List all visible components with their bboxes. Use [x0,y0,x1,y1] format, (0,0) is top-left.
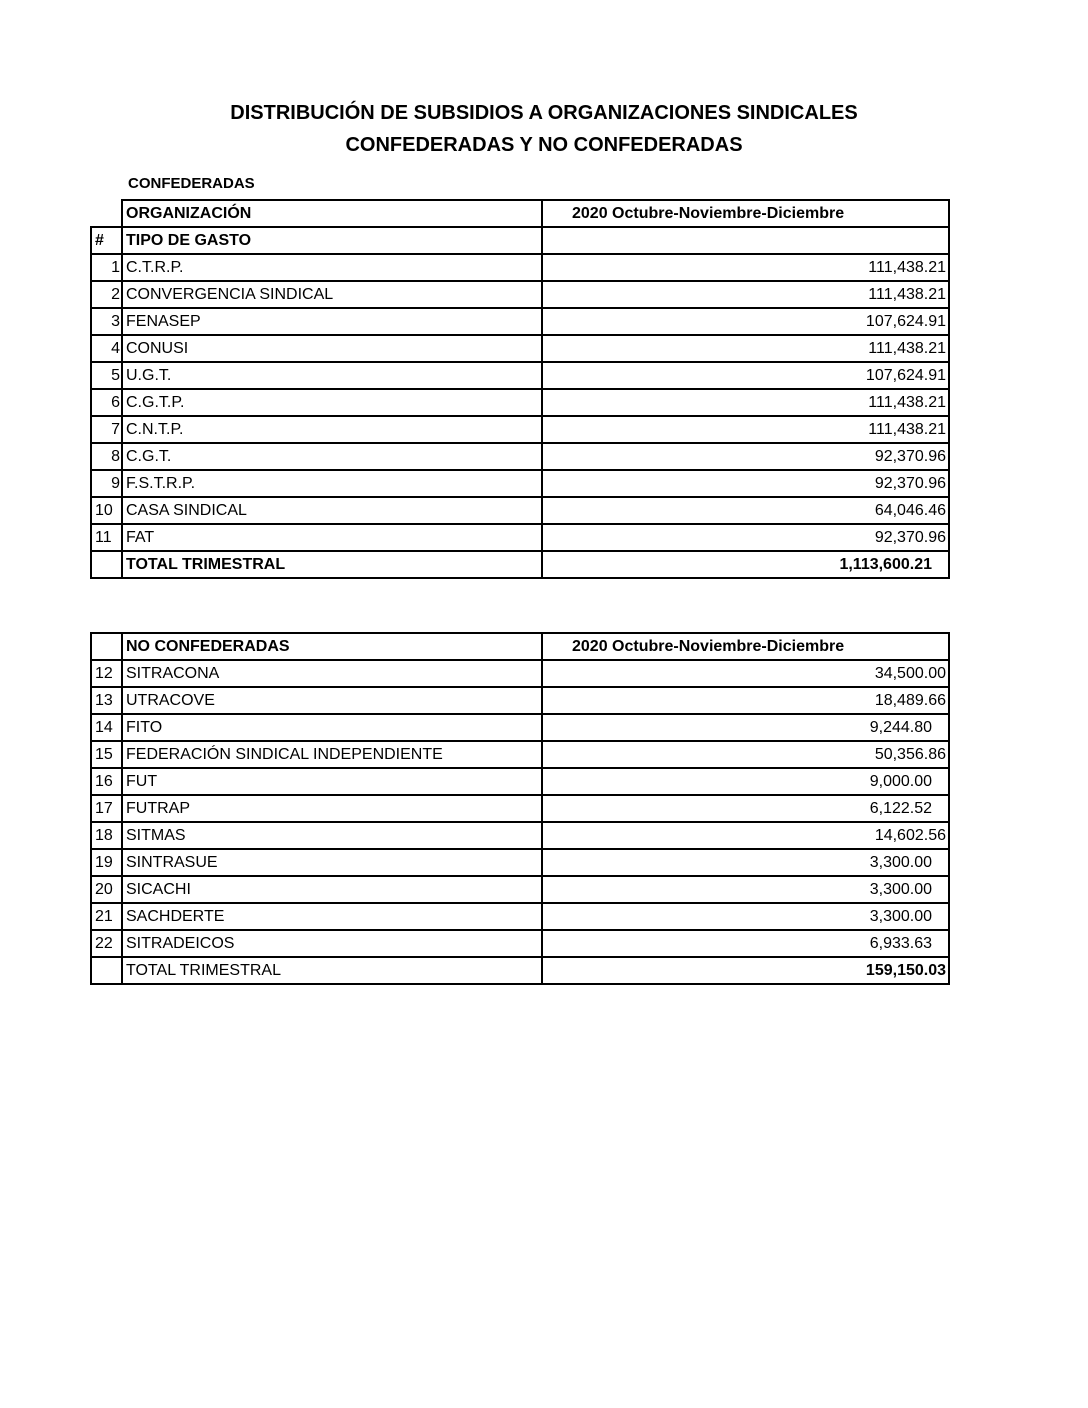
amount-value: 111,438.21 [542,254,949,281]
row-number: 14 [91,714,122,741]
row-number: 6 [91,389,122,416]
total-empty-cell [91,551,122,578]
organization-name: SINTRASUE [122,849,542,876]
amount-value: 18,489.66 [542,687,949,714]
row-number: 1 [91,254,122,281]
organization-name: CASA SINDICAL [122,497,542,524]
no-confederadas-table [90,632,950,985]
table-row [91,903,949,930]
organization-name: C.T.R.P. [122,254,542,281]
amount-value: 6,933.63 [542,930,949,957]
table-row [91,822,949,849]
row-number: 5 [91,362,122,389]
table-row [91,687,949,714]
row-number: 16 [91,768,122,795]
header-no-confederadas: NO CONFEDERADAS [122,633,542,660]
row-number: 12 [91,660,122,687]
organization-name: FITO [122,714,542,741]
document-title-line1: DISTRIBUCIÓN DE SUBSIDIOS A ORGANIZACIONES SINDICALES [230,102,858,124]
organization-name: SITRACONA [122,660,542,687]
document-title-line2: CONFEDERADAS Y NO CONFEDERADAS [345,134,743,156]
organization-name: C.G.T. [122,443,542,470]
organization-name: FUT [122,768,542,795]
table-row [91,281,949,308]
row-number: 7 [91,416,122,443]
amount-value: 9,244.80 [542,714,949,741]
row-number: 3 [91,308,122,335]
organization-name: SITMAS [122,822,542,849]
organization-name: F.S.T.R.P. [122,470,542,497]
amount-value: 14,602.56 [542,822,949,849]
row-number: 4 [91,335,122,362]
total-row [91,957,949,984]
amount-value: 50,356.86 [542,741,949,768]
amount-value: 64,046.46 [542,497,949,524]
row-number: 18 [91,822,122,849]
table-row [91,335,949,362]
section-label-confederadas: CONFEDERADAS [128,175,255,192]
table-row [91,416,949,443]
total-amount: 1,113,600.21 [542,551,949,578]
organization-name: FUTRAP [122,795,542,822]
row-number: 8 [91,443,122,470]
row-number: 15 [91,741,122,768]
table-row [91,362,949,389]
header-period: 2020 Octubre-Noviembre-Diciembre [542,633,949,660]
row-number: 19 [91,849,122,876]
header-blank-cell [542,227,949,254]
table-row [91,741,949,768]
header-empty-cell [91,200,122,227]
organization-name: SACHDERTE [122,903,542,930]
table-row [91,254,949,281]
table-subheader-row [91,227,949,254]
amount-value: 92,370.96 [542,524,949,551]
amount-value: 34,500.00 [542,660,949,687]
amount-value: 111,438.21 [542,389,949,416]
organization-name: U.G.T. [122,362,542,389]
amount-value: 6,122.52 [542,795,949,822]
row-number: 2 [91,281,122,308]
amount-value: 111,438.21 [542,335,949,362]
amount-value: 3,300.00 [542,849,949,876]
table-row [91,524,949,551]
row-number: 10 [91,497,122,524]
organization-name: FAT [122,524,542,551]
table-row [91,497,949,524]
total-amount: 159,150.03 [542,957,949,984]
table-row [91,470,949,497]
row-number: 9 [91,470,122,497]
total-label: TOTAL TRIMESTRAL [122,957,542,984]
total-empty-cell [91,957,122,984]
amount-value: 107,624.91 [542,308,949,335]
header-period: 2020 Octubre-Noviembre-Diciembre [542,200,949,227]
amount-value: 111,438.21 [542,281,949,308]
table-row [91,795,949,822]
table-row [91,849,949,876]
header-num: # [91,227,122,254]
row-number: 20 [91,876,122,903]
amount-value: 107,624.91 [542,362,949,389]
organization-name: FENASEP [122,308,542,335]
table-row [91,308,949,335]
table-header-row [91,633,949,660]
header-tipo-de-gasto: TIPO DE GASTO [122,227,542,254]
row-number: 11 [91,524,122,551]
organization-name: SITRADEICOS [122,930,542,957]
confederadas-table [90,199,950,579]
row-number: 13 [91,687,122,714]
organization-name: FEDERACIÓN SINDICAL INDEPENDIENTE [122,741,542,768]
header-organizacion: ORGANIZACIÓN [122,200,542,227]
organization-name: C.N.T.P. [122,416,542,443]
table-row [91,930,949,957]
row-number: 17 [91,795,122,822]
total-label: TOTAL TRIMESTRAL [122,551,542,578]
amount-value: 3,300.00 [542,876,949,903]
header-empty-cell [91,633,122,660]
table-row [91,443,949,470]
row-number: 22 [91,930,122,957]
organization-name: SICACHI [122,876,542,903]
table-row [91,714,949,741]
table-header-row [91,200,949,227]
organization-name: CONVERGENCIA SINDICAL [122,281,542,308]
row-number: 21 [91,903,122,930]
total-row [91,551,949,578]
table-row [91,660,949,687]
amount-value: 3,300.00 [542,903,949,930]
organization-name: UTRACOVE [122,687,542,714]
table-row [91,876,949,903]
amount-value: 9,000.00 [542,768,949,795]
amount-value: 92,370.96 [542,470,949,497]
organization-name: C.G.T.P. [122,389,542,416]
amount-value: 111,438.21 [542,416,949,443]
table-row [91,768,949,795]
organization-name: CONUSI [122,335,542,362]
amount-value: 92,370.96 [542,443,949,470]
table-row [91,389,949,416]
